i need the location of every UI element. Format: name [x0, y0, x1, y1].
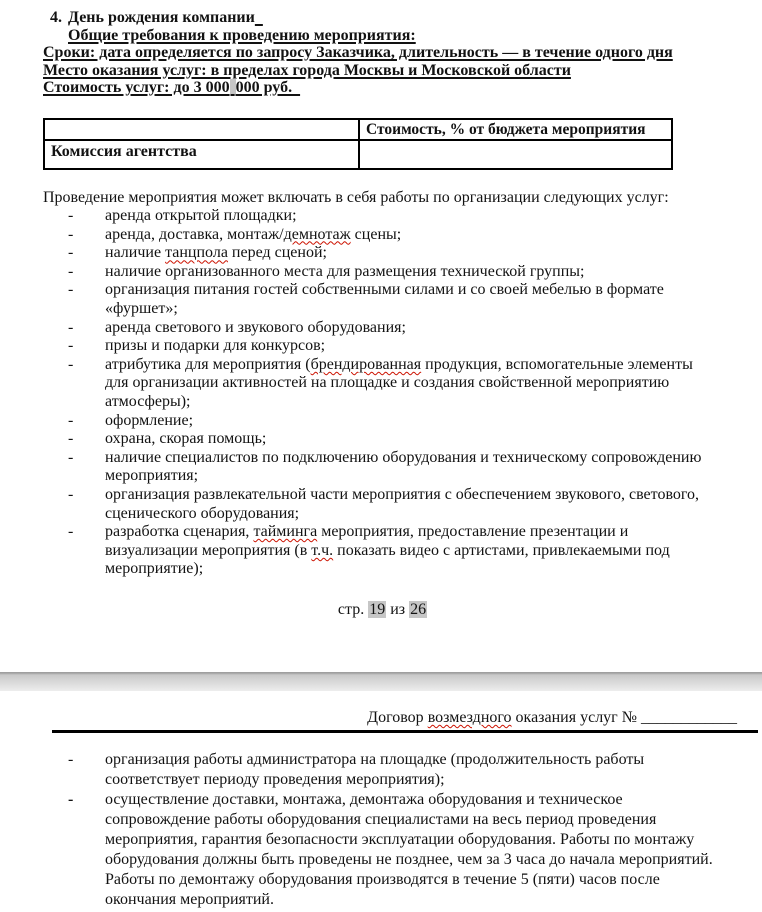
text-segment: мероприятия, предоставление презентации и визуализации мероприятия (в [105, 523, 629, 559]
list-dash: - [68, 337, 74, 355]
list-item [43, 412, 722, 431]
text-segment: перед сценой; [227, 244, 327, 262]
text-segment: разработка сценария, [105, 523, 254, 541]
table-cell-agency-commission: Комиссия агентства [44, 140, 359, 169]
list-item [68, 790, 722, 910]
list-item-text [105, 486, 720, 523]
list-dash: - [68, 791, 74, 808]
text-segment: оказания услуг № [511, 709, 641, 726]
table-header-row [44, 119, 672, 140]
list-item [43, 356, 722, 412]
list-item [43, 263, 722, 282]
section-number: 4. [50, 9, 62, 26]
section-title: День рождения компании [68, 9, 255, 26]
text-segment: организация развлекательной части мероприятия с обеспечением звукового, светового, сценического оборудования; [105, 486, 700, 522]
list-item-text [105, 790, 720, 910]
list-item-text [105, 337, 720, 356]
page2-running-header [52, 707, 758, 733]
text-segment: организация питания гостей собственными силами и со своей мебелью в формате «фуршет»; [105, 281, 664, 318]
misspelled-word: тайминга [253, 523, 318, 541]
text-segment: наличие организованного места для размещения технической группы; [105, 262, 585, 280]
list-item-text [105, 449, 720, 486]
list-item-text [105, 750, 720, 790]
requirement-terms: Сроки: дата определяется по запросу Заказчика, длительность — в течение одного дня [43, 44, 673, 61]
list-dash: - [68, 244, 74, 262]
list-dash: - [68, 430, 74, 448]
requirement-location: Место оказания услуг: в пределах города Москвы и Московской области [43, 61, 571, 79]
cost-prefix: Стоимость услуг: до 3 000 [43, 79, 230, 96]
cost-suffix: 000 руб. [235, 79, 301, 96]
list-dash: - [68, 486, 74, 503]
list-item [43, 319, 722, 338]
text-segment: наличие специалистов по подключению оборудования и техническому сопровождению мероприятия; [105, 448, 702, 485]
list-item-text [105, 412, 720, 431]
page-break [0, 672, 762, 691]
text-segment: ____________ [641, 709, 737, 726]
list-dash: - [68, 318, 74, 336]
section-subtitle: Общие требования к проведению мероприятия: [68, 26, 416, 44]
list-item-text [105, 356, 720, 412]
text-segment: сцены; [350, 225, 402, 243]
list-item [43, 207, 722, 226]
text-segment: организация работы администратора на площадке (продолжительность работы соответствует периоду проведения мероприятия); [105, 751, 645, 788]
list-item [43, 337, 722, 356]
list-item-text [105, 523, 720, 579]
section-heading [43, 9, 722, 44]
text-segment: призы и подарки для конкурсов; [105, 337, 326, 355]
table-cell-value-empty [359, 140, 672, 169]
page-footer-middle: из [386, 600, 410, 618]
list-dash: - [68, 281, 74, 299]
list-item-text [105, 244, 720, 263]
list-dash: - [68, 448, 74, 466]
list-dash: - [68, 523, 74, 541]
page-2 [0, 691, 762, 912]
text-segment: аренда открытой площадки; [105, 207, 297, 225]
list-item [43, 281, 722, 318]
section-heading-line [43, 9, 722, 27]
text-segment: продукция, вспомогательные элементы для организации активностей на площадке и создания свойственной мероприятию атмосферы); [105, 355, 693, 411]
list-dash: - [68, 355, 74, 373]
text-segment: Договор [367, 709, 428, 726]
list-dash: - [68, 225, 74, 243]
misspelled-word: т.ч. [311, 541, 334, 559]
list-dash: - [68, 262, 74, 280]
misspelled-word: танцпола [165, 244, 228, 262]
page-number-field: 19 [369, 600, 386, 618]
commission-table [43, 118, 673, 170]
list-item [68, 750, 722, 790]
list-item-text [105, 281, 720, 318]
list-item [43, 449, 722, 486]
list-item [43, 486, 722, 523]
list-dash: - [68, 751, 74, 768]
list-item [43, 226, 722, 245]
table-header-empty-cell [44, 119, 359, 140]
misspelled-word: возмездного [427, 709, 512, 726]
list-item [43, 244, 722, 263]
table-header-cost-cell: Стоимость, % от бюджета мероприятия [359, 119, 672, 140]
list-item-text [105, 226, 720, 245]
list-dash: - [68, 411, 74, 429]
list-item-text [105, 263, 720, 282]
text-segment: аренда светового и звукового оборудования; [105, 318, 406, 336]
list-item [43, 430, 722, 449]
list-dash: - [68, 207, 74, 225]
page-total-field: 26 [410, 600, 427, 618]
page2-services-list [68, 750, 722, 910]
text-segment: оформление; [105, 411, 194, 429]
title-trailing-underline [255, 9, 263, 26]
list-item [43, 523, 722, 579]
text-segment: показать видео с артистами, привлекаемыми под мероприятие); [105, 541, 670, 578]
text-segment: осуществление доставки, монтажа, демонтажа оборудования и техническое сопровождение работы оборудования специалистами на весь период проведения мероприятия, гарантия безопасности эксплуатации оборудования. Работы по монтажу оборудования должны быть проведены не позднее, чем за 3 часа до начала мероприятий. Работы по демонтажу оборудования производятся в течение 5 (пяти) часов после окончания мероприятий. [105, 791, 713, 908]
list-item-text [105, 207, 720, 226]
list-item-text [105, 319, 720, 338]
text-segment: атрибутика для мероприятия ( [105, 355, 311, 373]
list-item-text [105, 430, 720, 449]
page-footer [43, 601, 722, 619]
table-row [44, 140, 672, 169]
text-segment: охрана, скорая помощь; [105, 430, 267, 448]
text-segment: аренда, доставка, монтаж/ [105, 225, 284, 243]
requirement-cost [43, 79, 722, 97]
misspelled-word: брендированная [310, 355, 422, 373]
misspelled-word: демнотаж [283, 225, 351, 243]
services-list [43, 207, 722, 579]
text-segment: наличие [105, 244, 166, 262]
services-intro: Проведение мероприятия может включать в себя работы по организации следующих услуг: [43, 188, 669, 206]
page-footer-prefix: стр. [337, 600, 369, 618]
